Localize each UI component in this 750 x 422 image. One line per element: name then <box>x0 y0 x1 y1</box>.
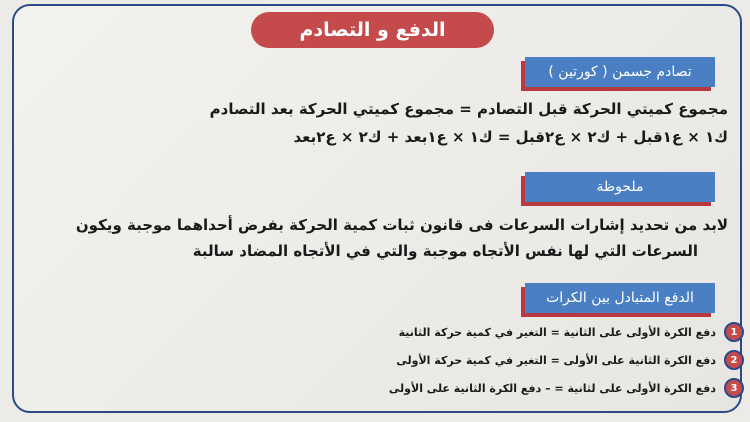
list-item-text: دفع الكرة الثانية على الأولى = التغير في كمية حركة الأولى <box>396 353 716 367</box>
list-item <box>396 350 744 370</box>
list-item-text: دفع الكرة الأولى على الثانية = التغير في كمية حركة الثانية <box>398 325 716 339</box>
list-item <box>399 322 744 342</box>
section-label-mutual-impulse: الدفع المتبادل بين الكرات <box>525 283 715 313</box>
note-line-2: السرعات التي لها نفس الأتجاه موجبة والتي في الأتجاه المضاد سالبة <box>192 242 698 260</box>
note-line-1: لابد من تحديد إشارات السرعات فى قانون ثبات كمية الحركة بفرض أحداهما موجبة ويكون <box>75 216 728 234</box>
section-label-collision: تصادم جسمن ( كورتين ) <box>525 57 715 87</box>
list-item-text: دفع الكرة الأولى على لثانية = – دفع الكرة الثانية على الأولى <box>388 381 716 395</box>
momentum-conservation-rule: مجموع كميتي الحركة قبل التصادم = مجموع كميتي الحركة بعد التصادم <box>209 100 728 118</box>
slide-title: الدفع و التصادم <box>251 12 494 48</box>
number-badge: 1 <box>724 322 744 342</box>
list-item <box>389 378 744 398</box>
section-label-note: ملحوظة <box>525 172 715 202</box>
number-badge: 2 <box>724 350 744 370</box>
number-badge: 3 <box>724 378 744 398</box>
momentum-equation: ك١ × ع١قبل + ك٢ × ع٢قبل = ك١ × ع١بعد + ك٢ × ع٢بعد <box>293 128 728 146</box>
